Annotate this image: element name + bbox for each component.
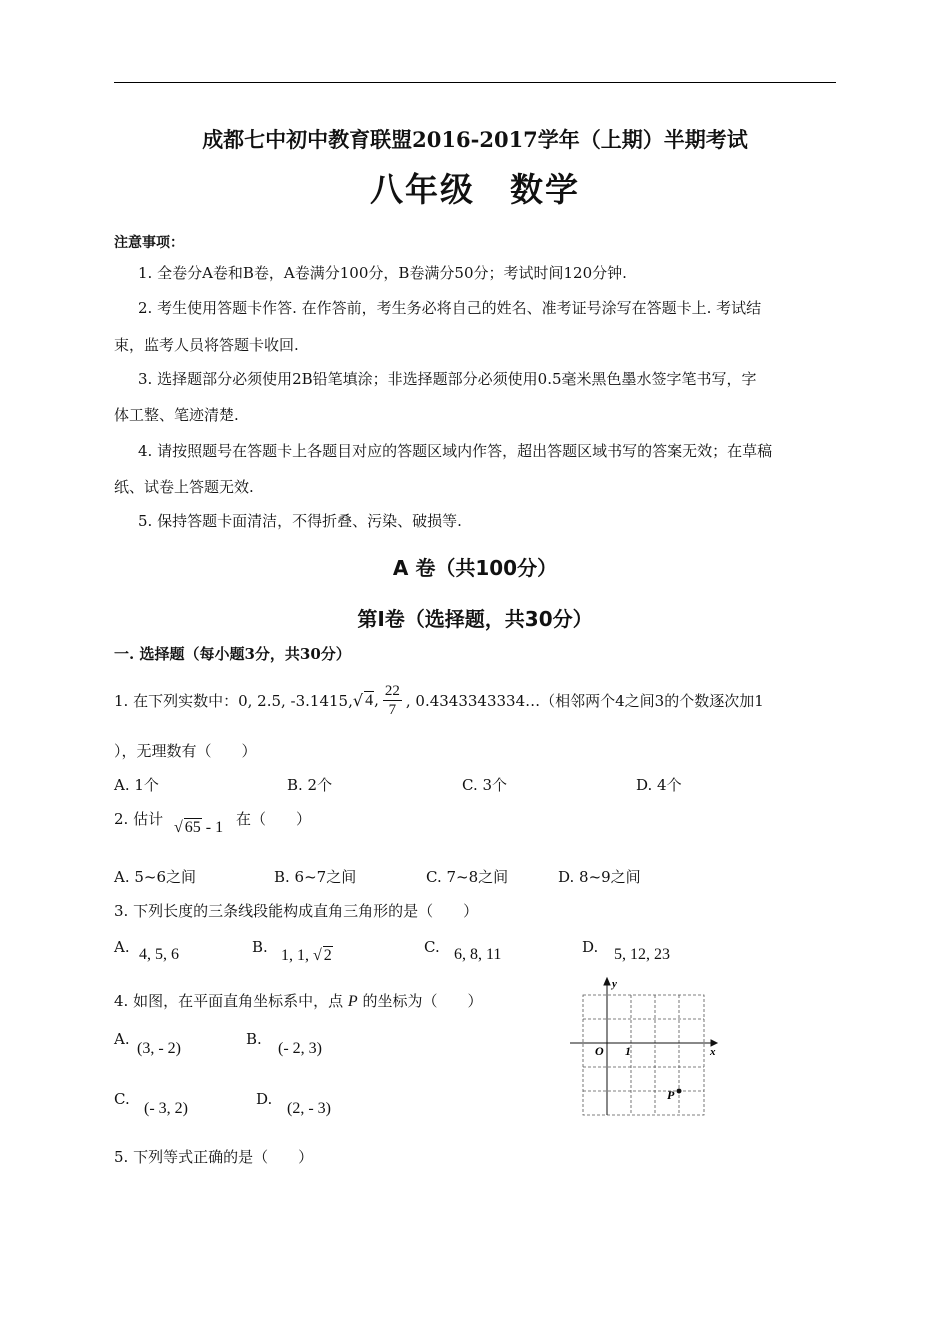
q4-prefix: 4. 如图，在平面直角坐标系中，点 bbox=[114, 992, 344, 1010]
q2-suffix: 在（ ） bbox=[236, 810, 312, 828]
q2-option-b[interactable]: B. 6~7之间 bbox=[274, 868, 357, 886]
origin-label: O bbox=[595, 1044, 604, 1058]
q2-option-a[interactable]: A. 5~6之间 bbox=[114, 868, 197, 886]
q4-option-b-value: (- 2, 3) bbox=[278, 1040, 322, 1057]
sqrt-icon: √ bbox=[174, 819, 183, 836]
question-4 bbox=[114, 990, 482, 1011]
q2-prefix: 2. 估计 bbox=[114, 810, 164, 828]
section-a-title: A 卷（共100分） bbox=[392, 556, 558, 580]
subject-title: 八年级 数学 bbox=[370, 170, 580, 209]
part-1-title: 第Ⅰ卷（选择题，共30分） bbox=[357, 607, 593, 631]
q3-option-b-value bbox=[281, 946, 333, 965]
unit-label: 1 bbox=[625, 1044, 631, 1058]
note-item-5: 5. 保持答题卡面清洁，不得折叠、污染、破损等. bbox=[138, 512, 462, 530]
q3-option-a-label[interactable]: A. bbox=[114, 938, 130, 956]
q1-option-a[interactable]: A. 1个 bbox=[114, 776, 159, 794]
q2-option-d[interactable]: D. 8~9之间 bbox=[558, 868, 641, 886]
q4-option-c-value: (- 3, 2) bbox=[144, 1100, 188, 1117]
note-item-2-line-2: 束，监考人员将答题卡收回. bbox=[114, 336, 299, 354]
q1-comma: , bbox=[374, 691, 379, 709]
q4-suffix: 的坐标为（ ） bbox=[362, 992, 483, 1010]
q3-option-c-value: 6, 8, 11 bbox=[454, 946, 502, 963]
q1-option-d[interactable]: D. 4个 bbox=[636, 776, 682, 794]
axes bbox=[570, 978, 717, 1115]
q2-minus-one: - 1 bbox=[205, 819, 224, 836]
q1-frac-num: 22 bbox=[384, 682, 400, 699]
note-item-1: 1. 全卷分A卷和B卷，A卷满分100分，B卷满分50分；考试时间120分钟. bbox=[138, 264, 627, 282]
point-p bbox=[677, 1089, 682, 1094]
notes-heading: 注意事项： bbox=[114, 235, 184, 251]
q1-line-2: ），无理数有（ ） bbox=[114, 742, 257, 760]
q4-option-c-label[interactable]: C. bbox=[114, 1090, 130, 1108]
q4-option-d-value: (2, - 3) bbox=[287, 1100, 331, 1117]
top-rule bbox=[114, 82, 836, 83]
q4-option-a-label[interactable]: A. bbox=[114, 1030, 130, 1048]
x-axis-label: x bbox=[710, 1046, 716, 1058]
coordinate-grid-figure bbox=[565, 975, 720, 1120]
q2-sqrt-arg: 65 bbox=[184, 819, 201, 836]
q1-tail: , 0.4343343334…（相邻两个4之间3的个数逐次加1 bbox=[405, 691, 764, 710]
note-item-2-line-1: 2. 考生使用答题卡作答. 在作答前，考生务必将自己的姓名、准考证号涂写在答题卡上. 考试结 bbox=[138, 299, 762, 317]
note-item-3-line-2: 体工整、笔迹清楚. bbox=[114, 406, 239, 424]
q3-option-a-value: 4, 5, 6 bbox=[139, 946, 179, 963]
note-item-4-line-2: 纸、试卷上答题无效. bbox=[114, 478, 254, 496]
point-p-label: P bbox=[667, 1088, 675, 1102]
sqrt-icon: √ bbox=[352, 690, 364, 710]
q2-option-c[interactable]: C. 7~8之间 bbox=[426, 868, 509, 886]
q3-option-d-label[interactable]: D. bbox=[582, 938, 599, 956]
q1-option-c[interactable]: C. 3个 bbox=[462, 776, 508, 794]
q1-sqrt-arg: 4 bbox=[365, 691, 374, 709]
sqrt-icon: √ bbox=[313, 947, 322, 964]
exam-title: 成都七中初中教育联盟2016-2017学年（上期）半期考试 bbox=[202, 127, 748, 152]
q1-prefix: 1. 在下列实数中：0, 2.5, -3.1415, bbox=[114, 691, 353, 710]
q3-option-b-sqrt-arg: 2 bbox=[323, 947, 332, 964]
note-item-4-line-1: 4. 请按照题号在答题卡上各题目对应的答题区域内作答，超出答题区域书写的答案无效；在草稿 bbox=[138, 442, 773, 460]
q1-frac-den: 7 bbox=[388, 701, 397, 718]
q1-fraction bbox=[383, 682, 402, 719]
q4-option-a-value: (3, - 2) bbox=[137, 1040, 181, 1057]
q4-option-b-label[interactable]: B. bbox=[246, 1030, 262, 1048]
q3-option-b-text: 1, 1, bbox=[281, 947, 313, 964]
q3-option-c-label[interactable]: C. bbox=[424, 938, 440, 956]
choice-section-heading: 一. 选择题（每小题3分，共30分） bbox=[114, 645, 351, 663]
y-axis-label: y bbox=[612, 978, 617, 990]
q4-option-d-label[interactable]: D. bbox=[256, 1090, 273, 1108]
q2-expression bbox=[174, 818, 223, 837]
q3-option-d-value: 5, 12, 23 bbox=[614, 946, 670, 963]
question-3: 3. 下列长度的三条线段能构成直角三角形的是（ ） bbox=[114, 902, 479, 920]
note-item-3-line-1: 3. 选择题部分必须使用2B铅笔填涂；非选择题部分必须使用0.5毫米黑色墨水签字笔书写，字 bbox=[138, 370, 757, 388]
y-axis-arrow-icon bbox=[604, 978, 610, 985]
q1-option-b[interactable]: B. 2个 bbox=[287, 776, 333, 794]
question-5: 5. 下列等式正确的是（ ） bbox=[114, 1148, 314, 1166]
q3-option-b-label[interactable]: B. bbox=[252, 938, 268, 956]
q4-point: P bbox=[347, 993, 358, 1010]
question-1 bbox=[114, 680, 764, 720]
